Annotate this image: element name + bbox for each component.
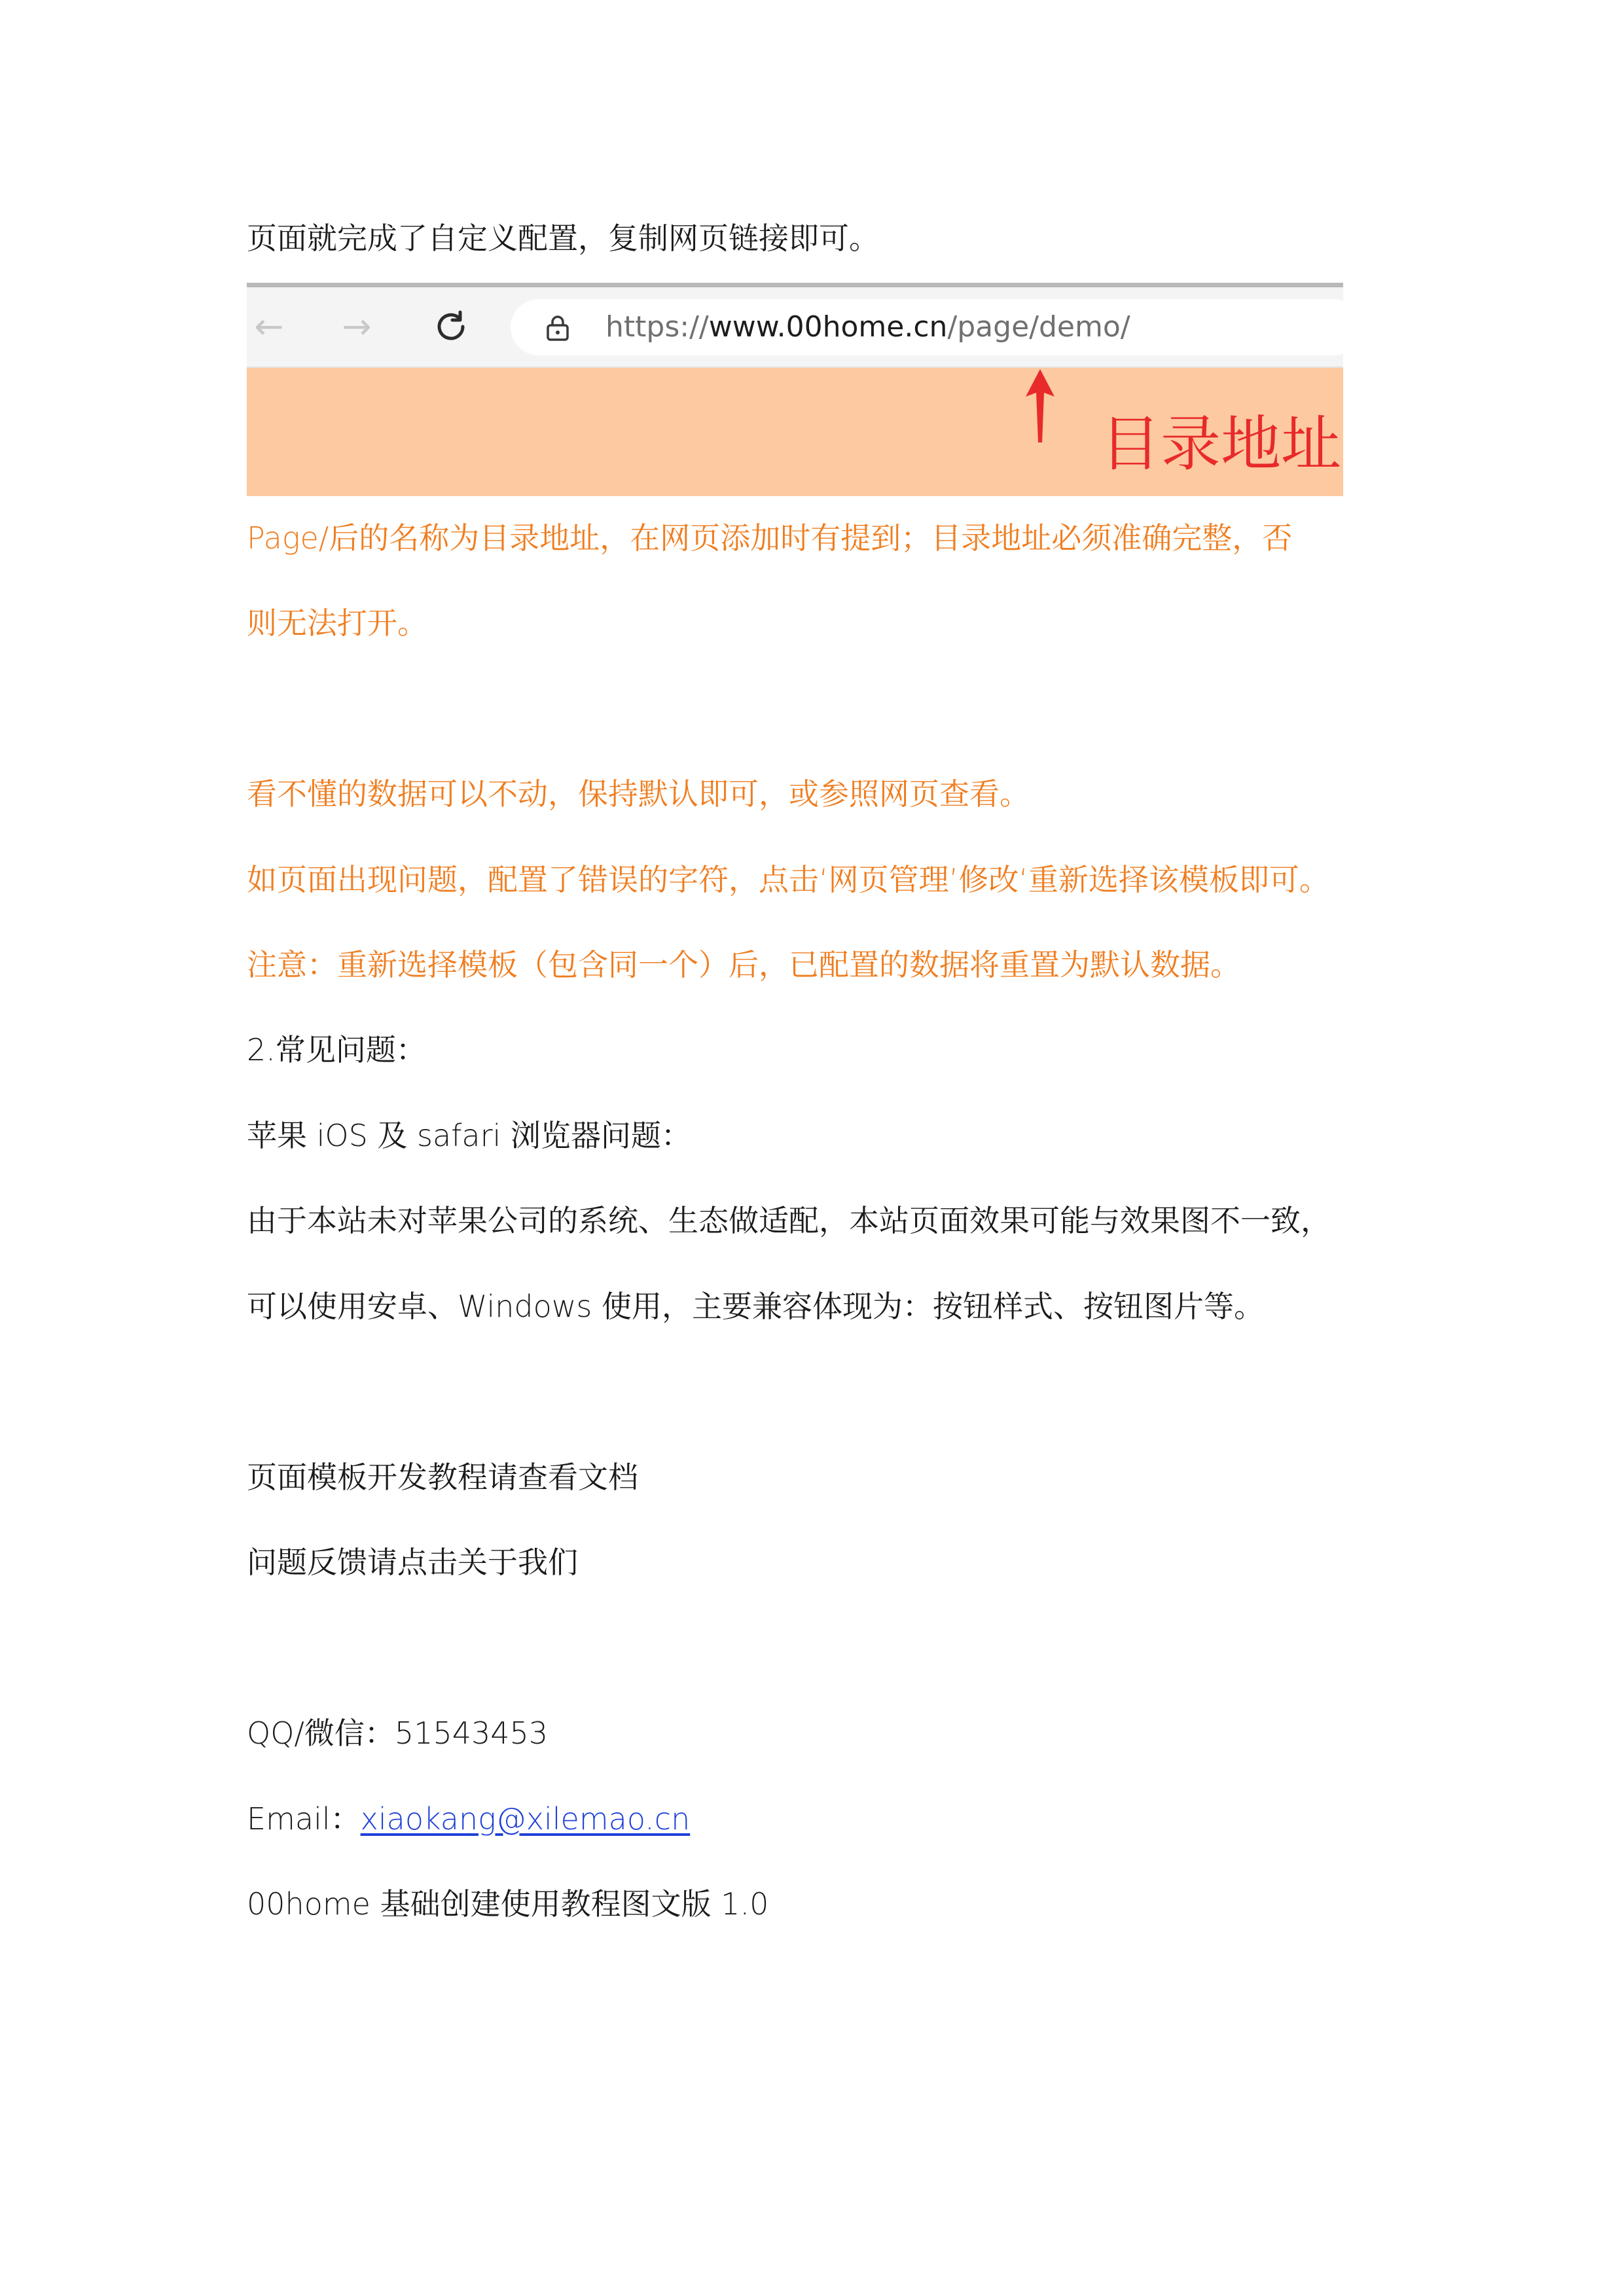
faq-body-2: 可以使用安卓、Windows 使用，主要兼容体现为：按钮样式、按钮图片等。 [247,1289,1264,1324]
browser-screenshot-figure [247,283,1343,496]
email-link[interactable]: xiaokang@xilemao.cn [360,1801,691,1837]
annotation-label: 目录地址 [1100,409,1342,479]
dev-docs-text: 页面模板开发教程请查看文档 [247,1460,638,1495]
faq-subheading: 苹果 iOS 及 safari 浏览器问题： [247,1118,691,1153]
note-line-4: 如页面出现问题，配置了错误的字符，点击‘网页管理’修改‘重新选择该模板即可。 [247,862,1329,897]
email-label: Email： [247,1801,361,1837]
note-line-2: 则无法打开。 [247,605,427,641]
version-text: 00home 基础创建使用教程图文版 1.0 [247,1886,769,1922]
faq-heading: 2.常见问题： [247,1032,426,1067]
url-protocol: https:// [605,310,709,344]
url-host: www.00home.cn [708,310,948,344]
faq-body-1: 由于本站未对苹果公司的系统、生态做适配，本站页面效果可能与效果图不一致， [247,1203,1331,1238]
back-arrow-icon: ← [254,306,284,347]
lock-icon [545,315,571,341]
address-url [605,308,1130,346]
address-bar [511,299,1343,355]
note-line-5: 注意：重新选择模板（包含同一个）后，已配置的数据将重置为默认数据。 [247,947,1240,982]
reload-icon [430,306,472,348]
note-line-3: 看不懂的数据可以不动，保持默认即可，或参照网页查看。 [247,776,1030,812]
qq-contact: QQ/微信：51543453 [247,1715,549,1751]
browser-toolbar [247,287,1343,368]
note-line-1: Page/后的名称为目录地址，在网页添加时有提到；目录地址必须准确完整，否 [247,520,1293,556]
window-border [247,283,1343,287]
feedback-text: 问题反馈请点击关于我们 [247,1545,578,1580]
forward-arrow-icon: → [342,306,372,347]
red-up-arrow-icon [1020,367,1060,445]
email-contact [247,1799,690,1839]
intro-text: 页面就完成了自定义配置，复制网页链接即可。 [247,221,879,256]
url-path: /page/demo/ [947,310,1130,344]
